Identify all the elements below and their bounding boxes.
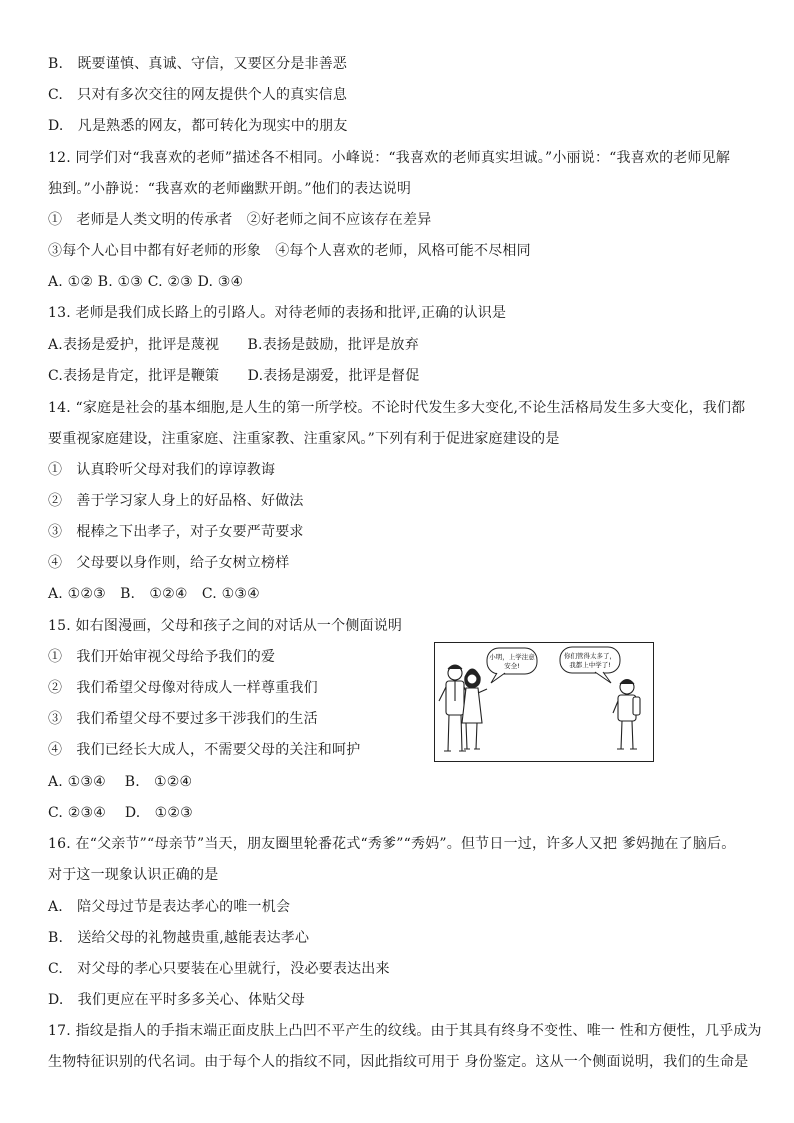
q16-option-c: C. 对父母的孝心只要装在心里就行，没必要表达出来 (48, 961, 390, 977)
q16-option-a: A. 陪父母过节是表达孝心的唯一机会 (48, 899, 291, 915)
q16-option-b: B. 送给父母的礼物越贵重,越能表达孝心 (48, 930, 310, 946)
q11-option-c: C. 只对有多次交往的网友提供个人的真实信息 (48, 87, 348, 103)
q12-stem-line-2: 独到。”小静说：“我喜欢的老师幽默开朗。”他们的表达说明 (48, 181, 412, 197)
q11-option-d: D. 凡是熟悉的网友，都可转化为现实中的朋友 (48, 118, 348, 134)
q16-stem-line-2: 对于这一现象认识正确的是 (48, 867, 219, 883)
q13-stem: 13. 老师是我们成长路上的引路人。对待老师的表扬和批评,正确的认识是 (48, 305, 507, 321)
q15-statement-3: ③ 我们希望父母不要过多干涉我们的生活 (48, 711, 318, 727)
bubble-parents-line-2: 安全! (504, 662, 520, 670)
q17-stem-line-2: 生物特征识别的代名词。由于每个人的指纹不同，因此指纹可用于 身份鉴定。这从一个侧面说明，我们的生命是 (48, 1054, 749, 1070)
q17-stem-line-1: 17. 指纹是指人的手指末端正面皮肤上凸凹不平产生的纹线。由于其具有终身不变性、唯一 性和方便性，几乎成为 (48, 1023, 762, 1039)
q14-statement-2: ② 善于学习家人身上的好品格、好做法 (48, 493, 304, 509)
q15-statement-1: ① 我们开始审视父母给予我们的爱 (48, 649, 276, 665)
q15-choices-cd: C. ②③④ D. ①②③ (48, 805, 193, 821)
q16-option-d: D. 我们更应在平时多多关心、体贴父母 (48, 992, 305, 1008)
q14-choices: A. ①②③ B. ①②④ C. ①③④ (48, 586, 260, 602)
q14-stem-line-2: 要重视家庭建设，注重家庭、注重家教、注重家风。”下列有利于促进家庭建设的是 (48, 431, 560, 447)
q14-stem-line-1: 14. “家庭是社会的基本细胞,是人生的第一所学校。不论时代发生多大变化,不论生活格局发生多大变化，我们都 (48, 400, 746, 416)
q12-statements-1-2: ① 老师是人类文明的传承者 ②好老师之间不应该存在差异 (48, 212, 432, 228)
q11-option-b: B. 既要谨慎、真诚、守信，又要区分是非善恶 (48, 56, 348, 72)
q14-statement-3: ③ 棍棒之下出孝子，对子女要严苛要求 (48, 524, 304, 540)
speech-bubble-child (560, 647, 620, 683)
q12-stem-line-1: 12. 同学们对“我喜欢的老师”描述各不相同。小峰说：“我喜欢的老师真实坦诚。”小丽说：“我喜欢的老师见解 (48, 150, 731, 166)
mother-figure (462, 669, 487, 749)
q13-choices-cd: C.表扬是肯定，批评是鞭策 D.表扬是溺爱，批评是督促 (48, 368, 420, 384)
q12-statements-3-4: ③每个人心目中都有好老师的形象 ④每个人喜欢的老师，风格可能不尽相同 (48, 243, 531, 259)
q15-choices-ab: A. ①③④ B. ①②④ (48, 774, 193, 790)
q15-statement-4: ④ 我们已经长大成人，不需要父母的关注和呵护 (48, 742, 361, 758)
bubble-child-line-1: 你们管得太多了， (564, 652, 616, 660)
bubble-child-line-2: 我都上中学了! (569, 661, 611, 669)
cartoon-drawing (435, 643, 653, 761)
bubble-parents-line-1: 小明，上学注意 (489, 653, 535, 661)
q16-stem-line-1: 16. 在“父亲节”“母亲节”当天，朋友圈里轮番花式“秀爹”“秀妈”。但节日一过，许多人又把 爹妈抛在了脑后。 (48, 836, 736, 852)
q14-statement-1: ① 认真聆听父母对我们的谆谆教诲 (48, 462, 276, 478)
q15-statement-2: ② 我们希望父母像对待成人一样尊重我们 (48, 680, 318, 696)
q13-choices-ab: A.表扬是爱护，批评是蔑视 B.表扬是鼓励，批评是放弃 (48, 337, 419, 353)
q15-cartoon-illustration (434, 642, 654, 762)
q14-statement-4: ④ 父母要以身作则，给子女树立榜样 (48, 555, 290, 571)
child-figure (613, 680, 640, 750)
speech-bubble-parents (487, 648, 537, 683)
q12-choices: A. ①② B. ①③ C. ②③ D. ③④ (48, 274, 244, 290)
q15-stem: 15. 如右图漫画，父母和孩子之间的对话从一个侧面说明 (48, 618, 403, 634)
